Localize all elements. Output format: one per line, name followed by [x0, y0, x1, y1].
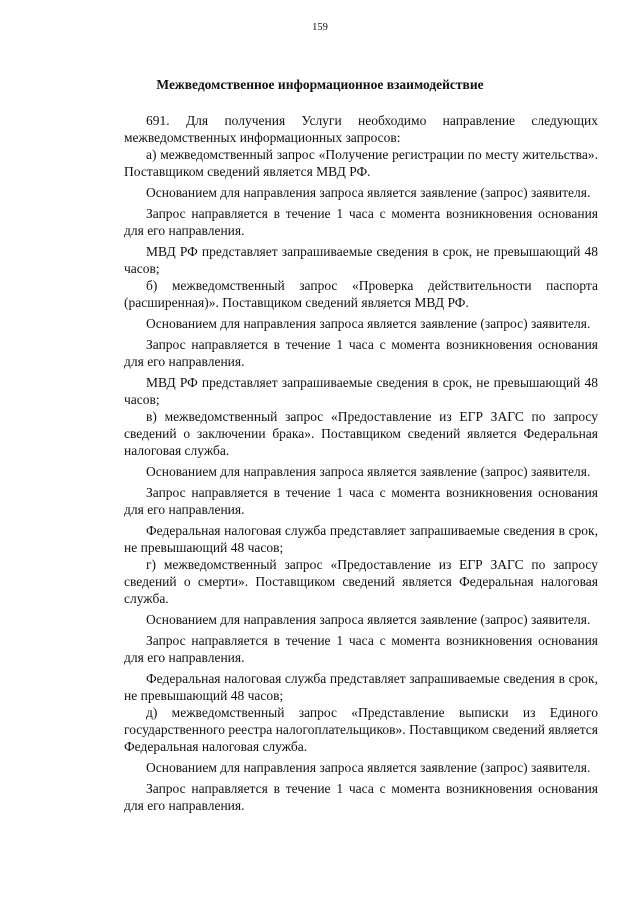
paragraph-timing: Запрос направляется в течение 1 часа с момента возникновения основания для его направления. — [124, 781, 598, 813]
paragraph-basis: Основанием для направления запроса является заявление (запрос) заявителя. — [146, 464, 591, 479]
paragraph-item-b: б) межведомственный запрос «Проверка действительности паспорта (расширенная)». Поставщиком сведений является МВД РФ. — [124, 278, 598, 310]
paragraph-item-a: а) межведомственный запрос «Получение регистрации по месту жительства». Поставщиком сведений является МВД РФ. — [124, 147, 598, 179]
paragraph-timing: Запрос направляется в течение 1 часа с момента возникновения основания для его направления. — [124, 485, 598, 517]
paragraph-item-d: д) межведомственный запрос «Представление выписки из Единого государственного реестра налогоплательщиков». Поставщиком сведений является Федеральная налоговая служба. — [124, 705, 598, 754]
paragraph-intro: 691. Для получения Услуги необходимо направление следующих межведомственных информационных запросов: — [124, 113, 598, 145]
document-body — [124, 112, 598, 814]
paragraph-timing: Запрос направляется в течение 1 часа с момента возникновения основания для его направления. — [124, 337, 598, 369]
section-heading: Межведомственное информационное взаимодействие — [156, 77, 484, 92]
paragraph-basis: Основанием для направления запроса является заявление (запрос) заявителя. — [146, 185, 591, 200]
paragraph-deadline: МВД РФ представляет запрашиваемые сведения в срок, не превышающий 48 часов; — [124, 244, 598, 276]
paragraph-basis: Основанием для направления запроса является заявление (запрос) заявителя. — [146, 760, 591, 775]
page-number: 159 — [312, 22, 328, 33]
paragraph-timing: Запрос направляется в течение 1 часа с момента возникновения основания для его направления. — [124, 206, 598, 238]
paragraph-deadline: МВД РФ представляет запрашиваемые сведения в срок, не превышающий 48 часов; — [124, 375, 598, 407]
paragraph-basis: Основанием для направления запроса является заявление (запрос) заявителя. — [146, 316, 591, 331]
paragraph-timing: Запрос направляется в течение 1 часа с момента возникновения основания для его направления. — [124, 633, 598, 665]
paragraph-item-v: в) межведомственный запрос «Предоставление из ЕГР ЗАГС по запросу сведений о заключении брака». Поставщиком сведений является Федеральная налоговая служба. — [124, 409, 598, 458]
paragraph-basis: Основанием для направления запроса является заявление (запрос) заявителя. — [146, 612, 591, 627]
paragraph-deadline: Федеральная налоговая служба представляет запрашиваемые сведения в срок, не превышающий 48 часов; — [124, 671, 598, 703]
paragraph-item-g: г) межведомственный запрос «Предоставление из ЕГР ЗАГС по запросу сведений о смерти». Поставщиком сведений является Федеральная налоговая служба. — [124, 557, 598, 606]
paragraph-deadline: Федеральная налоговая служба представляет запрашиваемые сведения в срок, не превышающий 48 часов; — [124, 523, 598, 555]
